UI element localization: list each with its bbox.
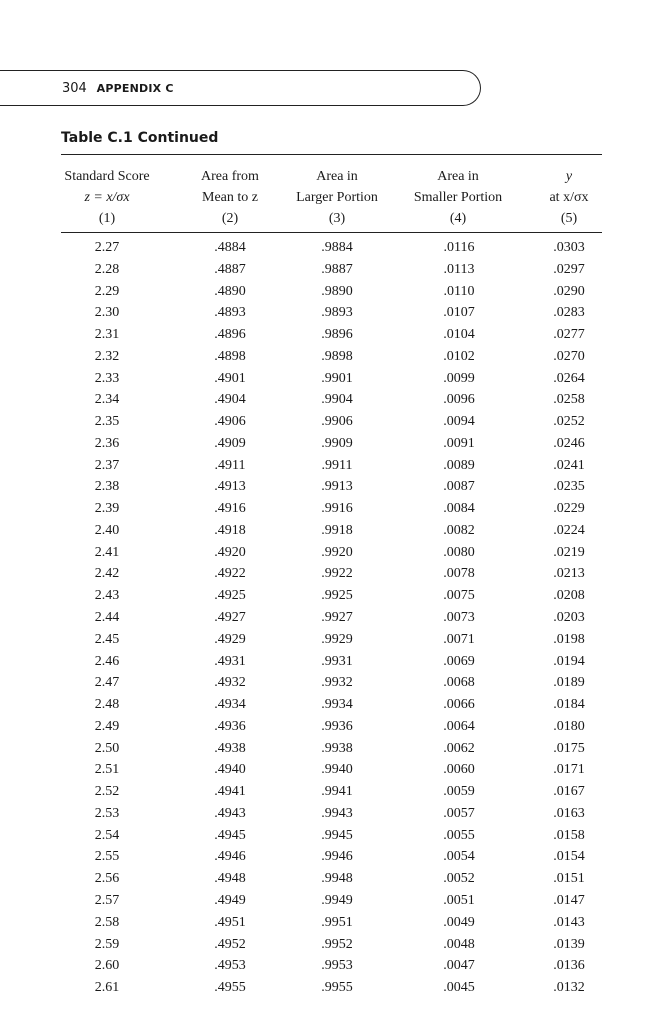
table-cell: .4931 <box>214 653 246 669</box>
table-cell: .0151 <box>553 871 585 887</box>
table-row <box>0 912 662 934</box>
table-cell: .4884 <box>214 240 246 255</box>
table-cell: .0073 <box>443 610 475 626</box>
table-cell: .0143 <box>553 914 585 930</box>
table-row <box>0 868 662 890</box>
table-cell: 2.35 <box>94 414 120 430</box>
table-cell: .4948 <box>214 871 246 887</box>
table-cell: .9893 <box>321 305 353 321</box>
table-cell: .0080 <box>443 544 475 560</box>
table-cell: .4951 <box>214 914 246 930</box>
table-cell: .4898 <box>214 348 246 364</box>
table-cell: .9911 <box>321 457 353 473</box>
table-cell: .4890 <box>214 283 246 299</box>
table-cell: .0297 <box>553 261 585 277</box>
table-row <box>0 563 662 585</box>
table-row <box>0 237 662 259</box>
table-cell: 2.51 <box>94 762 120 778</box>
table-row <box>0 433 662 455</box>
table-cell: .0099 <box>443 370 475 386</box>
table-cell: .9906 <box>321 414 353 430</box>
table-cell: .0158 <box>553 827 585 843</box>
table-cell: .0071 <box>443 631 475 647</box>
table-top-rule <box>61 154 602 155</box>
table-cell: 2.42 <box>94 566 120 582</box>
table-cell: .0252 <box>553 414 585 430</box>
table-cell: .0102 <box>443 348 475 364</box>
table-cell: .4887 <box>214 261 246 277</box>
table-cell: .0277 <box>553 327 585 343</box>
table-cell: 2.40 <box>94 522 120 538</box>
column-header-line: Standard Score <box>64 169 150 184</box>
table-cell: 2.56 <box>94 871 120 887</box>
table-row <box>0 259 662 281</box>
table-cell: .9949 <box>321 892 353 908</box>
table-cell: 2.30 <box>94 305 120 321</box>
column-number: (4) <box>449 211 467 226</box>
table-cell: 2.36 <box>94 435 120 451</box>
table-cell: 2.59 <box>94 936 120 952</box>
table-cell: .0110 <box>443 283 475 299</box>
table-cell: 2.39 <box>94 501 120 517</box>
column-number: (5) <box>560 211 578 226</box>
table-row <box>0 738 662 760</box>
table-cell: .4936 <box>214 718 246 734</box>
table-row <box>0 672 662 694</box>
section-title: APPENDIX C <box>96 82 174 95</box>
table-row <box>0 607 662 629</box>
table-cell: .9884 <box>321 240 353 255</box>
table-cell: .4943 <box>214 805 246 821</box>
column-header-line: Area in <box>437 169 479 184</box>
table-row <box>0 781 662 803</box>
table-cell: 2.52 <box>94 784 120 800</box>
table-cell: .9940 <box>321 762 353 778</box>
table-row <box>0 803 662 825</box>
table-cell: .0049 <box>443 914 475 930</box>
table-cell: .0229 <box>553 501 585 517</box>
table-cell: 2.29 <box>94 283 120 299</box>
table-cell: .0082 <box>443 522 475 538</box>
table-cell: .0189 <box>553 675 585 691</box>
table-row <box>0 585 662 607</box>
column-header-area-from-mean <box>172 166 288 229</box>
table-cell: .0194 <box>553 653 585 669</box>
table-header-rule <box>61 232 602 233</box>
table-cell: 2.37 <box>94 457 120 473</box>
column-number: (2) <box>221 211 239 226</box>
table-cell: .0154 <box>553 849 585 865</box>
table-cell: .0184 <box>553 697 585 713</box>
table-cell: 2.41 <box>94 544 120 560</box>
table-cell: .0203 <box>553 610 585 626</box>
table-row <box>0 716 662 738</box>
table-cell: .9898 <box>321 348 353 364</box>
table-row <box>0 302 662 324</box>
table-cell: .0054 <box>443 849 475 865</box>
table-cell: 2.28 <box>94 261 120 277</box>
table-cell: .0087 <box>443 479 475 495</box>
table-cell: .0089 <box>443 457 475 473</box>
column-header-larger-portion <box>282 166 392 229</box>
table-cell: 2.33 <box>94 370 120 386</box>
table-cell: .0091 <box>443 435 475 451</box>
table-cell: .4955 <box>214 980 246 996</box>
table-cell: .9927 <box>321 610 353 626</box>
table-cell: .9918 <box>321 522 353 538</box>
column-header-y-ordinate <box>519 166 619 229</box>
table-row <box>0 759 662 781</box>
table-cell: .9909 <box>321 435 353 451</box>
table-cell: .9934 <box>321 697 353 713</box>
table-cell: .0062 <box>443 740 475 756</box>
table-cell: .0060 <box>443 762 475 778</box>
table-row <box>0 476 662 498</box>
table-cell: .0057 <box>443 805 475 821</box>
table-cell: .4918 <box>214 522 246 538</box>
table-cell: .9941 <box>321 784 353 800</box>
table-cell: .4920 <box>214 544 246 560</box>
table-row <box>0 455 662 477</box>
table-cell: .0051 <box>443 892 475 908</box>
table-cell: .0113 <box>443 261 475 277</box>
table-cell: .4938 <box>214 740 246 756</box>
table-cell: .0055 <box>443 827 475 843</box>
table-cell: .4913 <box>214 479 246 495</box>
table-cell: .4932 <box>214 675 246 691</box>
column-header-line: y <box>565 169 573 184</box>
table-cell: .9901 <box>321 370 353 386</box>
table-cell: .0104 <box>443 327 475 343</box>
table-cell: .9953 <box>321 958 353 974</box>
table-cell: .9896 <box>321 327 353 343</box>
table-row <box>0 651 662 673</box>
column-header-line: Area from <box>201 169 259 184</box>
table-cell: .4953 <box>214 958 246 974</box>
table-row <box>0 520 662 542</box>
table-cell: .9936 <box>321 718 353 734</box>
column-header-line: Area in <box>316 169 358 184</box>
table-cell: 2.27 <box>94 240 120 255</box>
table-cell: 2.46 <box>94 653 120 669</box>
table-cell: .0107 <box>443 305 475 321</box>
table-cell: .4945 <box>214 827 246 843</box>
table-cell: .9948 <box>321 871 353 887</box>
table-row <box>0 890 662 912</box>
table-title: Table C.1 Continued <box>61 130 219 146</box>
table-cell: .0258 <box>553 392 585 408</box>
table-cell: .0163 <box>553 805 585 821</box>
table-cell: .9932 <box>321 675 353 691</box>
table-cell: .0069 <box>443 653 475 669</box>
table-cell: .4946 <box>214 849 246 865</box>
page-number: 304 <box>62 81 87 96</box>
table-cell: .9938 <box>321 740 353 756</box>
table-cell: .9904 <box>321 392 353 408</box>
table-cell: .9955 <box>321 980 353 996</box>
table-cell: .4952 <box>214 936 246 952</box>
table-cell: .0084 <box>443 501 475 517</box>
table-cell: .0283 <box>553 305 585 321</box>
table-cell: .4949 <box>214 892 246 908</box>
table-cell: 2.43 <box>94 588 120 604</box>
table-cell: 2.53 <box>94 805 120 821</box>
table-cell: .4901 <box>214 370 246 386</box>
table-cell: 2.31 <box>94 327 120 343</box>
table-row <box>0 955 662 977</box>
table-cell: .0246 <box>553 435 585 451</box>
table-cell: .0224 <box>553 522 585 538</box>
table-cell: .4909 <box>214 435 246 451</box>
table-cell: 2.55 <box>94 849 120 865</box>
table-cell: 2.50 <box>94 740 120 756</box>
table-cell: .4904 <box>214 392 246 408</box>
column-header-line: Mean to z <box>202 190 258 205</box>
table-cell: .9931 <box>321 653 353 669</box>
table-cell: .0213 <box>553 566 585 582</box>
table-cell: .4893 <box>214 305 246 321</box>
column-header-line: at x/σx <box>549 190 589 205</box>
column-header-line: Larger Portion <box>296 190 378 205</box>
table-cell: .0048 <box>443 936 475 952</box>
table-cell: 2.57 <box>94 892 120 908</box>
table-cell: .0235 <box>553 479 585 495</box>
table-cell: 2.38 <box>94 479 120 495</box>
table-cell: .4916 <box>214 501 246 517</box>
column-header-line: z = x/σx <box>84 190 130 205</box>
table-cell: .0059 <box>443 784 475 800</box>
table-cell: .9925 <box>321 588 353 604</box>
table-cell: .0052 <box>443 871 475 887</box>
table-row <box>0 629 662 651</box>
table-cell: .0290 <box>553 283 585 299</box>
column-header-standard-score <box>52 166 162 229</box>
table-cell: .0180 <box>553 718 585 734</box>
column-number: (1) <box>98 211 116 226</box>
table-cell: .4940 <box>214 762 246 778</box>
table-cell: .9890 <box>321 283 353 299</box>
table-cell: .0094 <box>443 414 475 430</box>
table-cell: .0171 <box>553 762 585 778</box>
table-cell: 2.48 <box>94 697 120 713</box>
table-cell: .0116 <box>443 240 475 255</box>
table-cell: .0075 <box>443 588 475 604</box>
table-cell: 2.58 <box>94 914 120 930</box>
table-cell: .9946 <box>321 849 353 865</box>
table-cell: .9920 <box>321 544 353 560</box>
table-cell: .0045 <box>443 980 475 996</box>
table-cell: .4906 <box>214 414 246 430</box>
table-cell: .4922 <box>214 566 246 582</box>
table-cell: .0147 <box>553 892 585 908</box>
table-cell: .0241 <box>553 457 585 473</box>
table-cell: 2.32 <box>94 348 120 364</box>
table-cell: .0139 <box>553 936 585 952</box>
table-cell: .9943 <box>321 805 353 821</box>
table-row <box>0 825 662 847</box>
table-cell: 2.60 <box>94 958 120 974</box>
table-cell: .9951 <box>321 914 353 930</box>
table-cell: 2.47 <box>94 675 120 691</box>
table-cell: .0219 <box>553 544 585 560</box>
table-cell: .0198 <box>553 631 585 647</box>
table-cell: .0064 <box>443 718 475 734</box>
table-cell: .0132 <box>553 980 585 996</box>
column-number: (3) <box>328 211 346 226</box>
table-cell: .9922 <box>321 566 353 582</box>
table-cell: 2.45 <box>94 631 120 647</box>
table-cell: .0136 <box>553 958 585 974</box>
table-body <box>0 237 662 999</box>
table-row <box>0 977 662 999</box>
table-cell: 2.61 <box>94 980 120 996</box>
table-cell: .0167 <box>553 784 585 800</box>
table-cell: 2.44 <box>94 610 120 626</box>
table-row <box>0 846 662 868</box>
table-cell: 2.34 <box>94 392 120 408</box>
table-cell: .0175 <box>553 740 585 756</box>
table-cell: .0270 <box>553 348 585 364</box>
table-cell: .0264 <box>553 370 585 386</box>
table-cell: .9916 <box>321 501 353 517</box>
table-cell: .4896 <box>214 327 246 343</box>
table-row <box>0 389 662 411</box>
table-row <box>0 542 662 564</box>
table-row <box>0 368 662 390</box>
table-cell: .9913 <box>321 479 353 495</box>
column-header-smaller-portion <box>400 166 516 229</box>
table-cell: .0303 <box>553 240 585 255</box>
table-cell: .4941 <box>214 784 246 800</box>
table-row <box>0 498 662 520</box>
column-header-line: Smaller Portion <box>413 190 503 205</box>
table-cell: .0096 <box>443 392 475 408</box>
table-cell: .0078 <box>443 566 475 582</box>
table-row <box>0 934 662 956</box>
table-cell: .4929 <box>214 631 246 647</box>
table-row <box>0 346 662 368</box>
table-cell: 2.49 <box>94 718 120 734</box>
table-cell: .9945 <box>321 827 353 843</box>
table-cell: .9929 <box>321 631 353 647</box>
table-cell: .9952 <box>321 936 353 952</box>
running-header <box>62 81 174 96</box>
table-cell: .0068 <box>443 675 475 691</box>
table-cell: 2.54 <box>94 827 120 843</box>
table-row <box>0 694 662 716</box>
table-cell: .4927 <box>214 610 246 626</box>
table-cell: .0066 <box>443 697 475 713</box>
table-row <box>0 411 662 433</box>
table-cell: .0208 <box>553 588 585 604</box>
table-cell: .9887 <box>321 261 353 277</box>
table-cell: .0047 <box>443 958 475 974</box>
table-cell: .4911 <box>214 457 246 473</box>
table-row <box>0 324 662 346</box>
table-cell: .4925 <box>214 588 246 604</box>
table-cell: .4934 <box>214 697 246 713</box>
table-row <box>0 281 662 303</box>
